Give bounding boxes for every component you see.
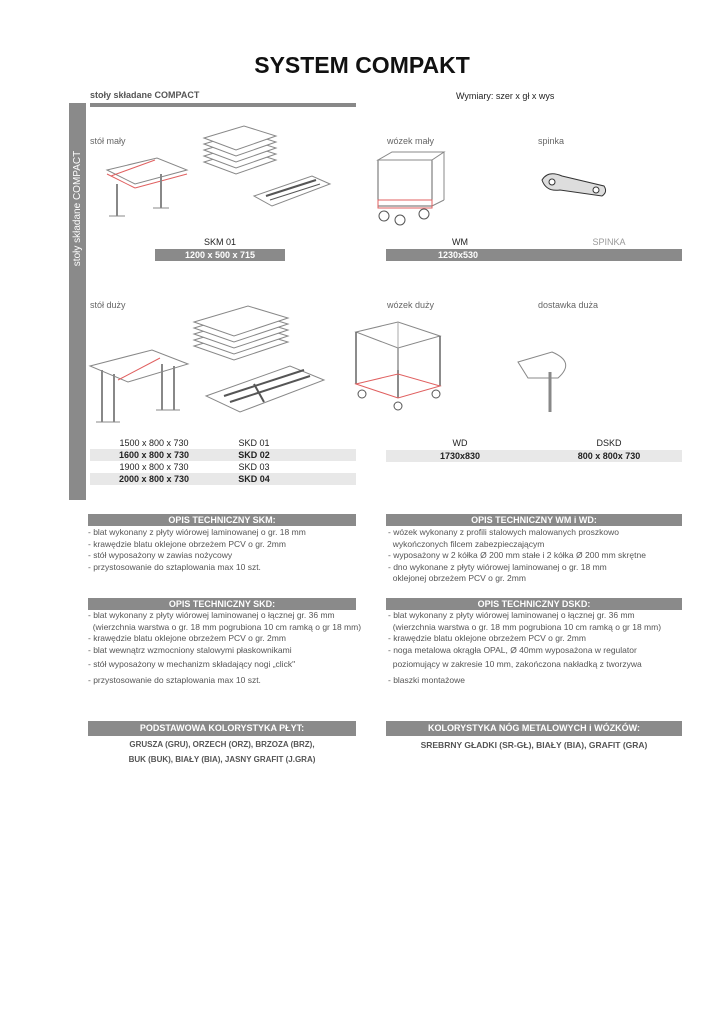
size-bar-wm: 1230x530 [386, 249, 682, 261]
spec-skm-header: OPIS TECHNICZNY SKM: [88, 514, 356, 526]
spec-line: (wierzchnia warstwa o gr. 18 mm pogrubiona 10 cm ramką o gr 18 mm) [88, 621, 362, 632]
skd-size: 2000 x 800 x 730 [118, 474, 190, 484]
wd-dskd-row [386, 450, 682, 462]
skd-size: 1600 x 800 x 730 [118, 450, 190, 460]
skd-code: SKD 04 [238, 474, 270, 484]
spec-line: - blat wykonany z płyty wiórowej laminowanej o łącznej gr. 36 mm [388, 610, 635, 620]
spec-line: (wierzchnia warstwa o gr. 18 mm pogrubiona 10 cm ramką o gr 18 mm) [388, 621, 662, 632]
skd-code: SKD 01 [238, 438, 270, 448]
dimensions-note: Wymiary: szer x gł x wys [456, 91, 555, 101]
spec-wm-wd-list [388, 527, 646, 585]
spec-line: - stół wyposażony w mechanizm składający nogi „click" [88, 659, 296, 669]
size-dskd: 800 x 800x 730 [577, 451, 641, 461]
spec-line: - blaszki montażowe [388, 674, 466, 685]
small-cart-illustration [372, 150, 452, 228]
large-cart-illustration [352, 318, 444, 410]
spec-line: - wyposażony w 2 kółka Ø 200 mm stałe i 2 kółka Ø 200 mm skrętne [388, 550, 646, 560]
small-table-illustration [95, 150, 195, 230]
spec-line: poziomujący w zakresie 10 mm, zakończona nakładką z tworzywa [388, 659, 642, 669]
section-subtitle: stoły składane COMPACT [90, 90, 200, 100]
subtitle-rule [90, 103, 356, 107]
page-title: SYSTEM COMPAKT [254, 52, 470, 78]
extension-table-illustration [514, 348, 578, 416]
colors-boards-line2: BUK (BUK), BIAŁY (BIA), JASNY GRAFIT (J.GRA) [128, 755, 316, 764]
spec-line: - blat wykonany z płyty wiórowej laminowanej o łącznej gr. 36 mm [88, 610, 335, 620]
spec-line: - stół wyposażony w zawias nożycowy [88, 550, 233, 560]
colors-boards-line1: GRUSZA (GRU), ORZECH (ORZ), BRZOZA (BRZ), [129, 740, 315, 749]
size-bar-skm01: 1200 x 500 x 715 [155, 249, 285, 261]
table-row [90, 461, 356, 473]
folded-large-table-illustration [204, 362, 328, 418]
spec-line: - noga metalowa okrągła OPAL, Ø 40mm wyposażona w regulator [388, 644, 637, 655]
spec-line: - krawędzie blatu oklejone obrzeżem PCV o gr. 2mm [388, 633, 586, 643]
sidebar-label: stoły składane COMPACT [72, 150, 83, 267]
spec-dskd-header: OPIS TECHNICZNY DSKD: [386, 598, 682, 610]
spec-line: - przystosowanie do sztaplowania max 10 szt. [88, 674, 261, 685]
colors-legs-header: KOLORYSTYKA NÓG METALOWYCH i WÓZKÓW: [386, 721, 682, 736]
spec-line: - wózek wykonany z profili stalowych malowanych proszkowo [388, 527, 620, 537]
stacked-large-tables-illustration [192, 300, 292, 366]
skd-size: 1500 x 800 x 730 [119, 438, 189, 448]
spec-skd-list [88, 610, 361, 686]
size-wd: 1730x830 [439, 451, 481, 461]
code-spinka: SPINKA [592, 237, 626, 247]
spec-line: - krawędzie blatu oklejone obrzeżem PCV o gr. 2mm [88, 633, 286, 643]
label-wozek-duzy: wózek duży [387, 300, 435, 310]
spec-line: - blat wykonany z płyty wiórowej laminowanej o gr. 18 mm [88, 527, 306, 537]
colors-boards-header: PODSTAWOWA KOLORYSTYKA PŁYT: [88, 721, 356, 736]
skd-table [90, 437, 356, 485]
code-wd: WD [452, 438, 468, 448]
label-wozek-maly: wózek mały [387, 136, 435, 146]
table-row [90, 437, 356, 449]
skd-size: 1900 x 800 x 730 [119, 462, 189, 472]
code-skm01: SKM 01 [203, 237, 236, 247]
label-stol-maly: stół mały [90, 136, 126, 146]
table-row [90, 473, 356, 485]
colors-legs-line1: SREBRNY GŁADKI (SR-GŁ), BIAŁY (BIA), GRAFIT (GRA) [420, 740, 648, 750]
spec-skm-list [88, 527, 306, 573]
spec-line: - dno wykonane z płyty wiórowej laminowanej o gr. 18 mm [388, 561, 607, 572]
label-dostawka: dostawka duża [538, 300, 599, 310]
code-wm: WM [452, 237, 468, 247]
sidebar [69, 103, 86, 500]
spec-wm-wd-header: OPIS TECHNICZNY WM i WD: [386, 514, 682, 526]
table-row [90, 449, 356, 461]
large-table-illustration [88, 344, 192, 428]
spec-line: wykończonych filcem zabezpieczającym [388, 538, 545, 549]
clip-illustration [538, 168, 610, 202]
spec-line: - krawędzie blatu oklejone obrzeżem PCV o gr. 2mm [88, 538, 286, 549]
skd-code: SKD 03 [238, 462, 270, 472]
spec-line: - przystosowanie do sztaplowania max 10 szt. [88, 561, 261, 572]
label-stol-duzy: stół duży [90, 300, 126, 310]
code-dskd: DSKD [596, 438, 622, 448]
spec-line: - blat wewnątrz wzmocniony stalowymi płaskownikami [88, 644, 292, 655]
folded-table-illustration [252, 170, 332, 214]
spec-skd-header: OPIS TECHNICZNY SKD: [88, 598, 356, 610]
spec-dskd-list [388, 610, 661, 686]
spec-line: oklejonej obrzeżem PCV o gr. 2mm [388, 573, 526, 583]
skd-code: SKD 02 [238, 450, 270, 460]
label-spinka: spinka [538, 136, 565, 146]
